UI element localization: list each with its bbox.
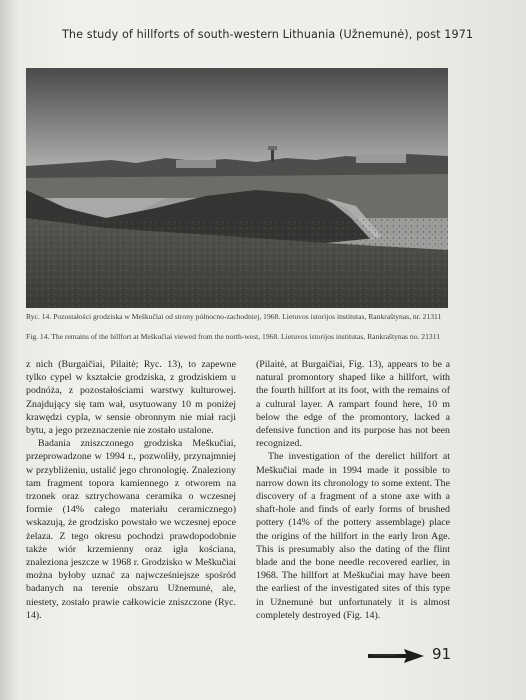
paragraph: z nich (Burgaičiai, Pilaitė; Ryc. 13), to zapewne tylko cypel w kształcie grodziska, z grodziskiem u podnóża, z pozostałościami warstwy kulturowej. Znajdujący się tam wał, usytuowany 10 m poniżej krawędzi cypla, w sensie obronnym nie miał racji bytu, a jego przeznaczenie nie zostało ustalone. bbox=[26, 359, 236, 437]
arrow-right-icon bbox=[366, 646, 426, 666]
gutter-shadow bbox=[0, 0, 18, 700]
english-text-column bbox=[256, 358, 450, 622]
page-number: 91 bbox=[432, 645, 452, 663]
landscape-photo bbox=[26, 68, 448, 308]
figure-caption-pl: Ryc. 14. Pozostałości grodziska w Meškučiai od strony północno-zachodniej, 1968. Lietuvos istorijos institutas, Rankraštynas, nr. 21311 bbox=[26, 312, 442, 321]
paragraph: The investigation of the derelict hillfort at Meškučiai made in 1994 made it possible to narrow down its chronology to some extent. The discovery of a fragment of a stone axe with a shaft-hole and finds of early forms of brushed pottery (14% of the pottery assemblage) place the origins of the hillfort in the early Iron Age. This is presumably also the dating of the flint blade and the bone needle recovered earlier, in 1968. The hillfort at Meškučiai may have been the earliest of the investigated sites of this type in Užnemunė but unfortunately it is almost completely destroyed (Fig. 14). bbox=[256, 451, 450, 621]
paragraph: (Pilaitė, at Burgaičiai, Fig. 13), appears to be a natural promontory shaped like a hillfort, with the fourth hillfort at its foot, with the remains of a cultural layer. A rampart found here, 10 m below the edge of the promontory, lacked a defensive function and its purpose has not been recognized. bbox=[256, 359, 450, 450]
running-head: The study of hillforts of south-western Lithuania (Užnemunė), post 1971 bbox=[62, 28, 474, 41]
figure-caption-en: Fig. 14. The remains of the hillfort at Meškučiai viewed from the north-west, 1968. Lietuvos istorijos institutas, Rankraštynas no. 21311 bbox=[26, 332, 441, 341]
polish-text-column bbox=[26, 358, 236, 622]
figure-photo bbox=[26, 68, 448, 308]
paragraph: Badania zniszczonego grodziska Meškučiai, przeprowadzone w 1994 r., pozwoliły, przynajmniej w przybliżeniu, ustalić jego chronologię. Znaleziony tam fragment topora kamiennego z otworem na trzonek oraz sztrychowana ceramika o wczesnej formie (14% całego materiału ceramicznego) wskazują, że grodzisko powstało we wczesnej epoce żelaza. Z tego okresu pochodzi prawdopodobnie także wiór krzemienny oraz igła kościana, znaleziona jeszcze w 1968 r. Grodzisko w Meškučiai można byłoby uznać za najwcześniejsze spośród badanych na terenie obszaru Užnemunė, ale, niestety, zostało prawie całkowicie zniszczone (Ryc. 14). bbox=[26, 438, 236, 621]
